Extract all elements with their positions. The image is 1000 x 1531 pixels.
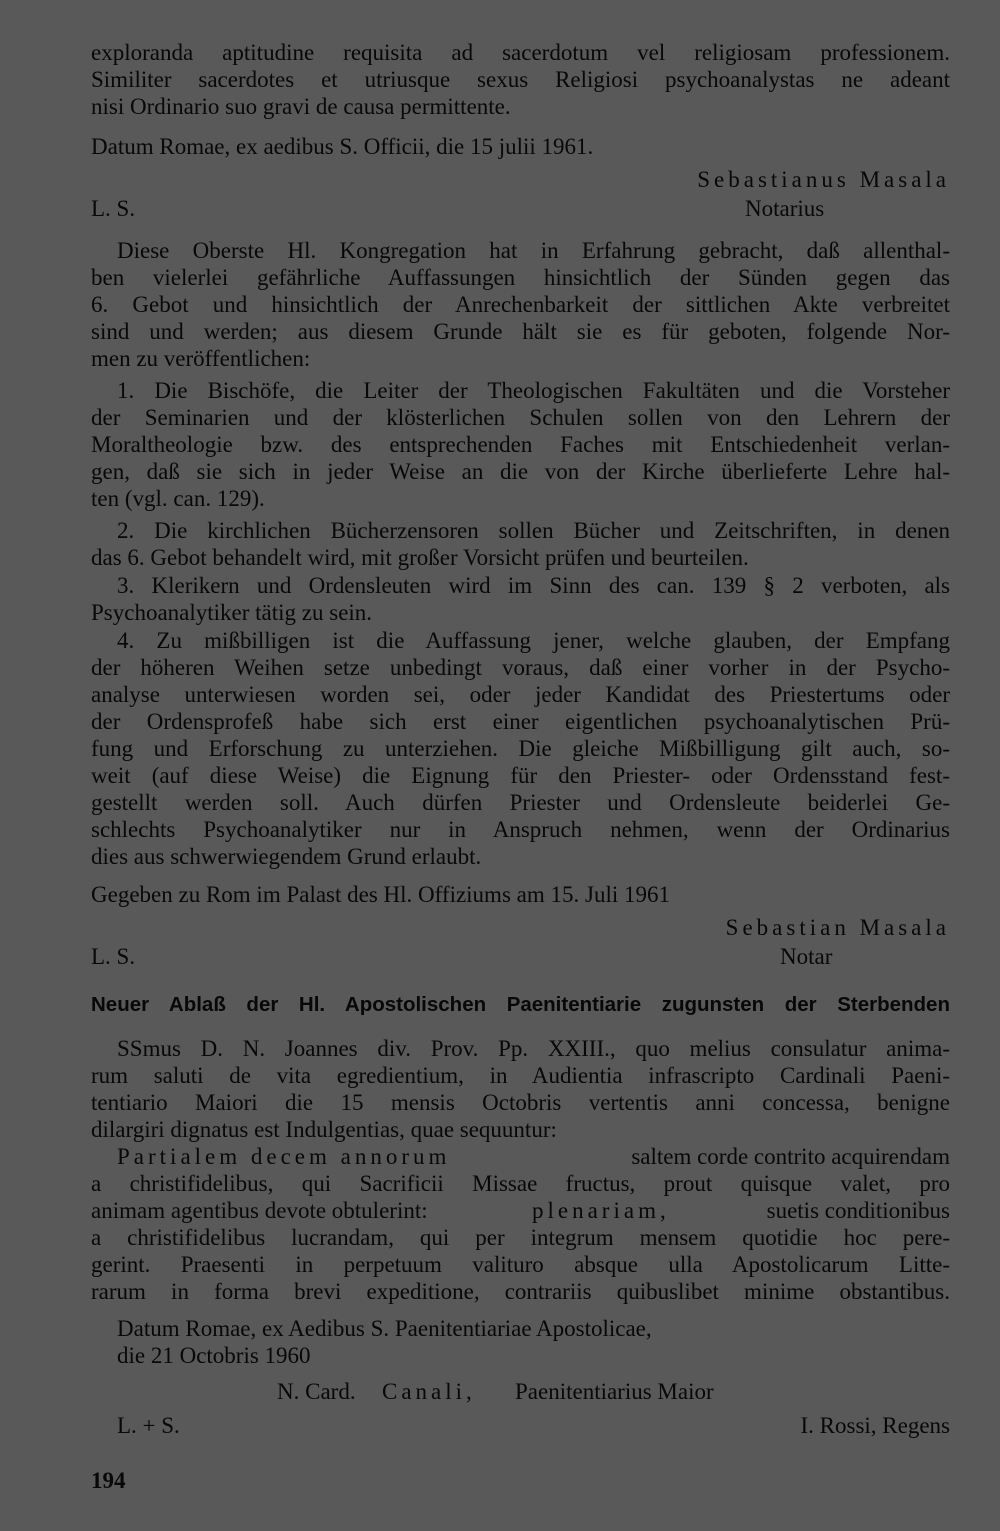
date-line: die 21 Octobris 1960: [117, 1343, 311, 1368]
text-line: der Seminarien und der klösterlichen Schulen sollen von den Lehrern der: [91, 405, 950, 430]
text-line: das 6. Gebot behandelt wird, mit großer Vorsicht prüfen und beurteilen.: [91, 545, 749, 570]
text-line: 4. Zu mißbilligen ist die Auffassung jener, welche glauben, der Empfang: [117, 628, 950, 653]
text-line: rum saluti de vita egredientium, in Audientia infrascripto Cardinali Paeni-: [91, 1063, 950, 1088]
text-line: der Ordensprofeß habe sich erst einer eigentlichen psychoanalytischen Prü-: [91, 709, 950, 734]
text-line: Similiter sacerdotes et utriusque sexus Religiosi psychoanalystas ne adeant: [91, 67, 950, 92]
text-line: gerint. Praesenti in perpetuum valituro absque ulla Apostolicarum Litte-: [91, 1252, 950, 1277]
text-line: rarum in forma brevi expeditione, contrariis quibuslibet minime obstantibus.: [91, 1279, 950, 1304]
text-line: a christifidelibus, qui Sacrificii Missae fructus, prout quisque valet, pro: [91, 1171, 950, 1196]
text-line: dilargiri dignatus est Indulgentias, quae sequuntur:: [91, 1117, 557, 1142]
text-line: Psychoanalytiker tätig zu sein.: [91, 600, 373, 625]
text-line: tentiario Maiori die 15 mensis Octobris vertentis anni concessa, benigne: [91, 1090, 950, 1115]
date-line: Gegeben zu Rom im Palast des Hl. Offiziums am 15. Juli 1961: [91, 882, 670, 907]
section-heading: Neuer Ablaß der Hl. Apostolischen Paenitentiarie zugunsten der Sterbenden: [91, 993, 950, 1016]
text-line: 1. Die Bischöfe, die Leiter der Theologischen Fakultäten und die Vorsteher: [117, 378, 950, 403]
text-line: gestellt werden soll. Auch dürfen Priester und Ordensleute beiderlei Ge-: [91, 790, 950, 815]
signer-name: Sebastianus Masala: [697, 167, 950, 192]
signer-prefix: N. Card.: [277, 1379, 356, 1404]
text-line: der höheren Weihen setze unbedingt voraus, daß einer vorher in der Psycho-: [91, 655, 950, 680]
signer-name: Canali,: [382, 1379, 476, 1404]
text-line: dies aus schwerwiegendem Grund erlaubt.: [91, 844, 482, 869]
text-fragment: suetis conditionibus: [766, 1198, 950, 1223]
text-line: gen, daß sie sich in jeder Weise an die von der Kirche überlieferte Lehre hal-: [91, 459, 950, 484]
text-line: men zu veröffentlichen:: [91, 346, 311, 371]
text-line: schlechts Psychoanalytiker nur in Anspruch nehmen, wenn der Ordinarius: [91, 817, 950, 842]
signer-role: Notarius: [745, 196, 825, 221]
text-line: analyse unterwiesen worden sei, oder jeder Kandidat des Priestertums oder: [91, 682, 950, 707]
text-line: exploranda aptitudine requisita ad sacerdotum vel religiosam professionem.: [91, 40, 950, 65]
text-line: Diese Oberste Hl. Kongregation hat in Erfahrung gebracht, daß allenthal-: [117, 238, 950, 263]
text-fragment: animam agentibus devote obtulerint:: [91, 1198, 428, 1223]
text-line: 6. Gebot und hinsichtlich der Anrechenbarkeit der sittlichen Akte verbreitet: [91, 292, 950, 317]
signer-name: Sebastian Masala: [725, 915, 950, 940]
text-line: 2. Die kirchlichen Bücherzensoren sollen Bücher und Zeitschriften, in denen: [117, 518, 950, 543]
text-line: nisi Ordinario suo gravi de causa permittente.: [91, 94, 511, 119]
text-line: 3. Klerikern und Ordensleuten wird im Sinn des can. 139 § 2 verboten, als: [117, 573, 950, 598]
date-line: Datum Romae, ex Aedibus S. Paenitentiariae Apostolicae,: [117, 1316, 652, 1341]
text-line: fung und Erforschung zu unterziehen. Die gleiche Mißbilligung gilt auch, so-: [91, 736, 950, 761]
spaced-phrase: Partialem decem annorum: [117, 1144, 451, 1169]
text-fragment: saltem corde contrito acquirendam: [631, 1144, 950, 1169]
seal-mark: L. S.: [91, 196, 136, 221]
date-line: Datum Romae, ex aedibus S. Officii, die 15 julii 1961.: [91, 134, 594, 159]
signer-role: Paenitentiarius Maior: [515, 1379, 714, 1404]
text-line: sind und werden; aus diesem Grunde hält sie es für geboten, folgende Nor-: [91, 319, 950, 344]
text-line: a christifidelibus lucrandam, qui per integrum mensem quotidie hoc pere-: [91, 1225, 950, 1250]
seal-mark: L. S.: [91, 944, 136, 969]
text-line: ben vielerlei gefährliche Auffassungen hinsichtlich der Sünden gegen das: [91, 265, 950, 290]
seal-mark: L. + S.: [117, 1413, 180, 1438]
text-line: ten (vgl. can. 129).: [91, 486, 265, 511]
text-line: Moraltheologie bzw. des entsprechenden Faches mit Entschiedenheit verlan-: [91, 432, 950, 457]
spaced-phrase: plenariam,: [532, 1198, 670, 1223]
signer-role: Notar: [780, 944, 833, 969]
page-number: 194: [91, 1468, 126, 1493]
text-line: SSmus D. N. Joannes div. Prov. Pp. XXIII., quo melius consulatur anima-: [117, 1036, 950, 1061]
text-line: weit (auf diese Weise) die Eignung für den Priester- oder Ordensstand fest-: [91, 763, 950, 788]
signer-regens: I. Rossi, Regens: [800, 1413, 950, 1438]
